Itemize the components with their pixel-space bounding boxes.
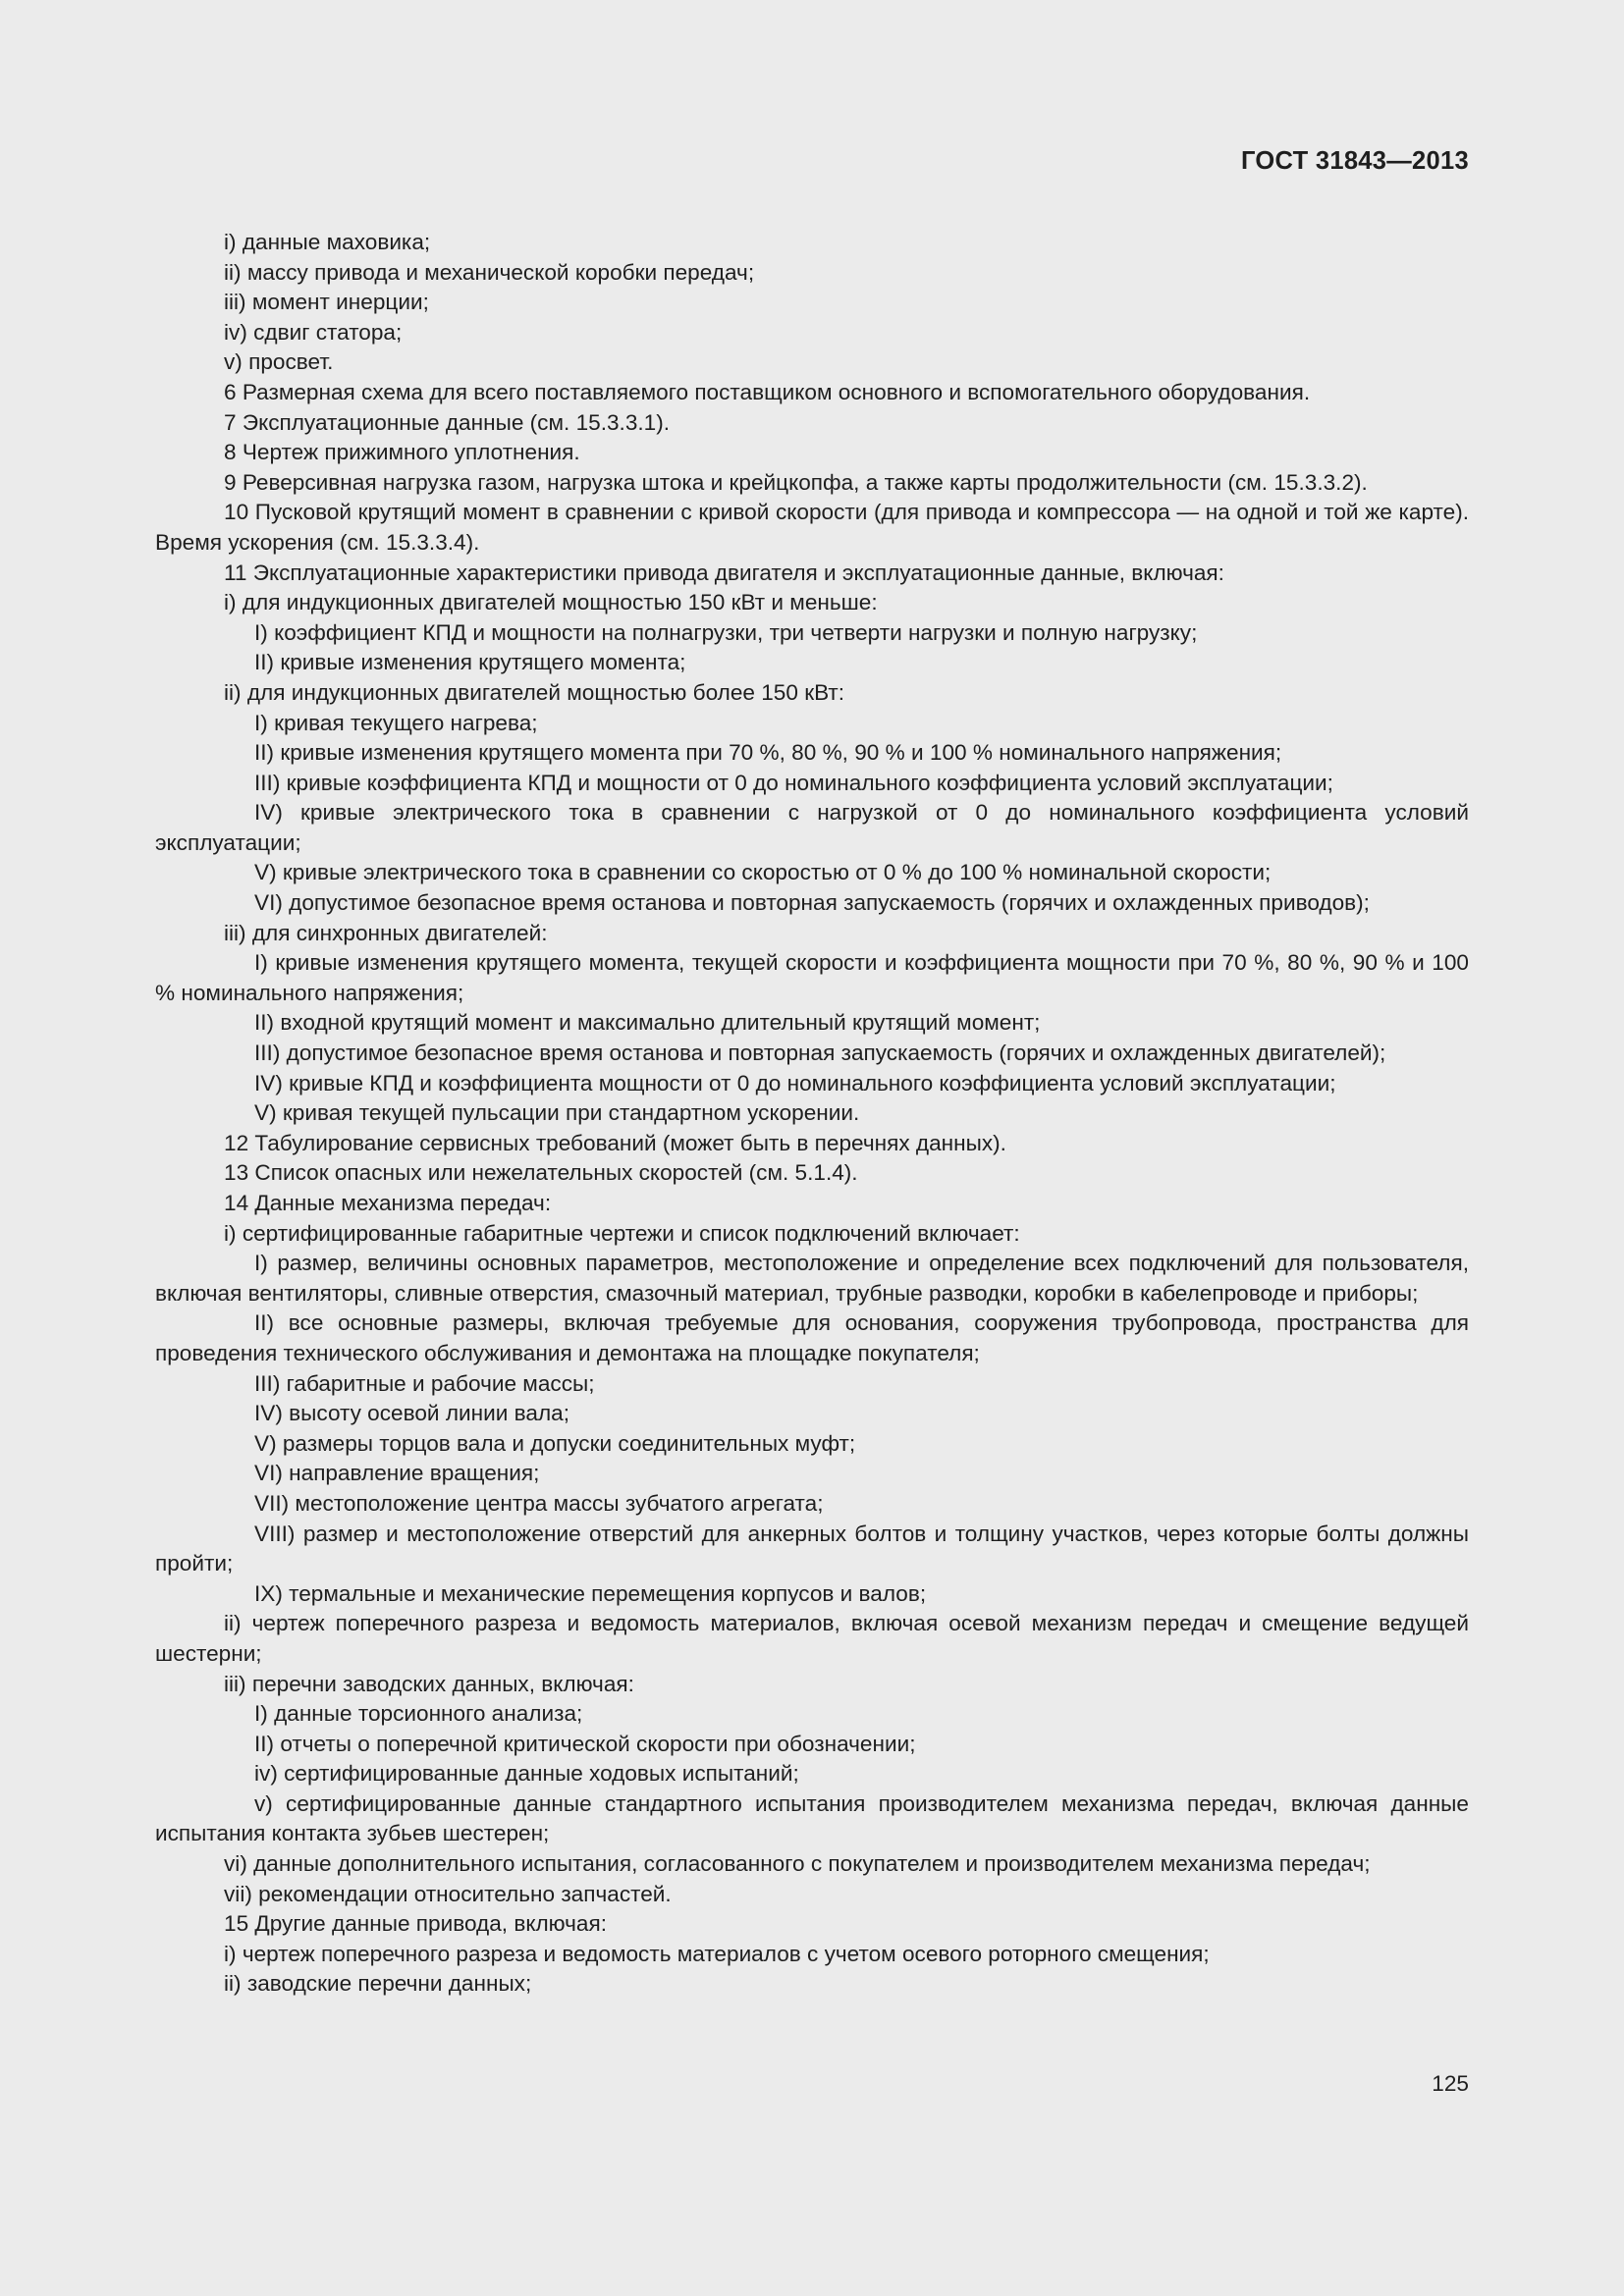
text-line: VI) допустимое безопасное время останова и повторная запускаемость (горячих и охлажденных приводов); bbox=[254, 890, 1370, 916]
text-line: V) размеры торцов вала и допуски соединительных муфт; bbox=[254, 1430, 856, 1456]
text-line: VII) местоположение центра массы зубчатого агрегата; bbox=[254, 1490, 824, 1516]
text-line: 7 Эксплуатационные данные (см. 15.3.3.1). bbox=[224, 409, 671, 435]
text-line: IX) термальные и механические перемещения корпусов и валов; bbox=[254, 1580, 927, 1606]
text-line: i) чертеж поперечного разреза и ведомость материалов с учетом осевого роторного смещения; bbox=[224, 1941, 1210, 1966]
text-line: II) кривые изменения крутящего момента; bbox=[254, 650, 686, 675]
text-line: 15 Другие данные привода, включая: bbox=[224, 1911, 607, 1937]
text-paragraph: III) допустимое безопасное время останова и повторная запускаемость (горячих и охлажденных двигателей); bbox=[254, 1041, 1386, 1066]
text-paragraph: IV) кривые электрического тока в сравнении с нагрузкой от 0 до номинального коэффициента условий эксплуатации; bbox=[155, 800, 1469, 855]
text-paragraph: 10 Пусковой крутящий момент в сравнении с кривой скорости (для привода и компрессора — на одной и той же карте). Время ускорения (см. 15.3.3.4). bbox=[155, 500, 1469, 555]
text-line: IV) кривые КПД и коэффициента мощности от 0 до номинального коэффициента условий эксплуатации; bbox=[254, 1070, 1336, 1095]
text-line: 13 Список опасных или нежелательных скоростей (см. 5.1.4). bbox=[224, 1160, 858, 1186]
text-paragraph: I) размер, величины основных параметров, местоположение и определение всех подключений для пользователя, включая вентиляторы, сливные отверстия, смазочный материал, трубные разводки, коробки в кабелепроводе и приборы; bbox=[155, 1251, 1469, 1306]
text-line: ii) для индукционных двигателей мощностью более 150 кВт: bbox=[224, 679, 845, 705]
text-line: II) входной крутящий момент и максимально длительный крутящий момент; bbox=[254, 1010, 1041, 1036]
text-paragraph: I) кривые изменения крутящего момента, текущей скорости и коэффициента мощности при 70 %, 80 %, 90 % и 100 % номинального напряжения; bbox=[155, 950, 1469, 1005]
text-paragraph: VIII) размер и местоположение отверстий для анкерных болтов и толщину участков, через которые болты должны пройти; bbox=[155, 1521, 1469, 1576]
text-paragraph: v) сертифицированные данные стандартного испытания производителем механизма передач, включая данные испытания контакта зубьев шестерен; bbox=[155, 1790, 1469, 1846]
text-line: 6 Размерная схема для всего поставляемого поставщиком основного и вспомогательного оборудования. bbox=[224, 379, 1311, 404]
text-line: vii) рекомендации относительно запчастей. bbox=[224, 1881, 672, 1906]
text-line: iii) перечни заводских данных, включая: bbox=[224, 1671, 634, 1696]
text-line: iii) момент инерции; bbox=[224, 290, 429, 315]
text-line: 11 Эксплуатационные характеристики привода двигателя и эксплуатационные данные, включая: bbox=[224, 560, 1224, 585]
text-line: i) данные маховика; bbox=[224, 230, 431, 254]
text-line: 12 Табулирование сервисных требований (может быть в перечнях данных). bbox=[224, 1130, 1006, 1155]
page-number: 125 bbox=[1432, 2071, 1469, 2096]
text-line: iii) для синхронных двигателей: bbox=[224, 920, 548, 945]
text-line: i) для индукционных двигателей мощностью 150 кВт и меньше: bbox=[224, 590, 878, 615]
text-paragraph: ii) чертеж поперечного разреза и ведомость материалов, включая осевой механизм передач и смещение ведущей шестерни; bbox=[155, 1611, 1469, 1666]
text-line: iv) сертифицированные данные ходовых испытаний; bbox=[254, 1761, 799, 1787]
text-line: IV) высоту осевой линии вала; bbox=[254, 1401, 569, 1426]
text-line: 9 Реверсивная нагрузка газом, нагрузка штока и крейцкопфа, а также карты продолжительности (см. 15.3.3.2). bbox=[224, 469, 1368, 495]
text-line: VI) направление вращения; bbox=[254, 1461, 540, 1486]
text-line: V) кривые электрического тока в сравнении со скоростью от 0 % до 100 % номинальной скорости; bbox=[254, 860, 1272, 885]
text-line: 8 Чертеж прижимного уплотнения. bbox=[224, 440, 580, 465]
text-line: II) отчеты о поперечной критической скорости при обозначении; bbox=[254, 1731, 916, 1756]
text-line: III) габаритные и рабочие массы; bbox=[254, 1370, 595, 1396]
text-line: 14 Данные механизма передач: bbox=[224, 1191, 552, 1215]
text-line: i) сертифицированные габаритные чертежи и список подключений включает: bbox=[224, 1220, 1020, 1246]
text-line: ii) заводские перечни данных; bbox=[224, 1971, 532, 1997]
text-line: V) кривая текущей пульсации при стандартном ускорении. bbox=[254, 1100, 860, 1126]
text-line: I) коэффициент КПД и мощности на полнагрузки, три четверти нагрузки и полную нагрузку; bbox=[254, 619, 1198, 645]
text-line: II) кривые изменения крутящего момента при 70 %, 80 %, 90 % и 100 % номинального напряжения; bbox=[254, 740, 1282, 766]
page-body bbox=[155, 228, 1469, 2000]
text-line: ii) массу привода и механической коробки передач; bbox=[224, 259, 755, 285]
document-code: ГОСТ 31843—2013 bbox=[1240, 147, 1469, 175]
text-line: I) данные торсионного анализа; bbox=[254, 1701, 583, 1727]
text-paragraph: II) все основные размеры, включая требуемые для основания, сооружения трубопровода, пространства для проведения технического обслуживания и демонтажа на площадке покупателя; bbox=[155, 1310, 1469, 1365]
text-line: iv) сдвиг статора; bbox=[224, 319, 403, 345]
text-line: III) кривые коэффициента КПД и мощности от 0 до номинального коэффициента условий эксплуатации; bbox=[254, 770, 1333, 795]
text-line: v) просвет. bbox=[224, 349, 334, 375]
text-line: vi) данные дополнительного испытания, согласованного с покупателем и производителем механизма передач; bbox=[224, 1851, 1371, 1877]
text-line: I) кривая текущего нагрева; bbox=[254, 710, 538, 735]
